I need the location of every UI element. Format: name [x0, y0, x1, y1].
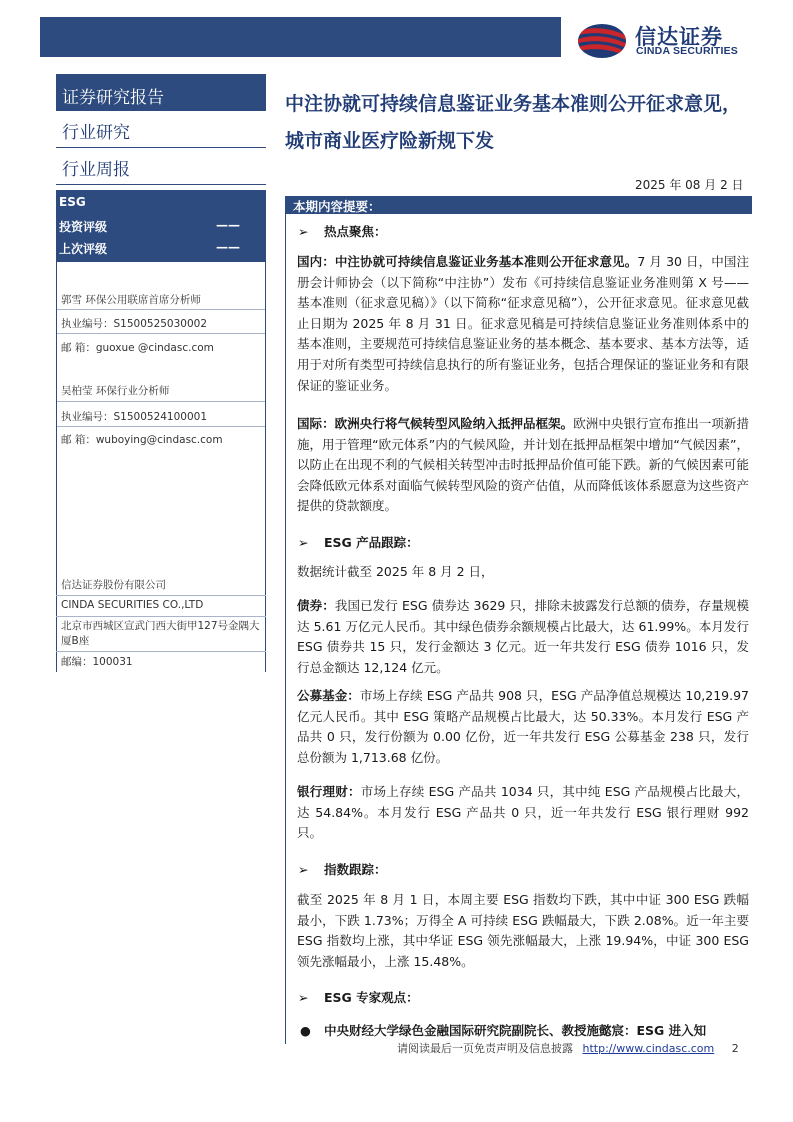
category-industry-weekly: 行业周报	[56, 148, 266, 185]
arrow-icon: ➢	[298, 862, 309, 877]
analyst-1-email: 邮 箱：guoxue @cindasc.com	[61, 342, 214, 354]
company-address: 北京市西城区宣武门西大街甲127号金隅大厦B座	[56, 616, 266, 652]
analyst-1-name: 郭雪 环保公用联席首席分析师	[61, 294, 201, 306]
section-expert-views: ➢ ESG 专家观点：	[298, 990, 419, 1005]
divider	[57, 309, 265, 310]
company-postcode: 邮编：100031	[61, 656, 133, 668]
website-link[interactable]: http://www.cindasc.com	[582, 1042, 715, 1055]
previous-rating-label: 上次评级	[59, 242, 108, 256]
category-industry-research: 行业研究	[56, 111, 266, 148]
paragraph-bonds: 债券：我国已发行 ESG 债券达 3629 只，排除未披露发行总额的债券，存量规模达 5.61 万亿元人民币。其中绿色债券余额规模占比最大，达 61.99%。本月发行 ESG 债券共 15 只，发行金额达 3 亿元。近一年共发行 ESG 债券 1016 只，发行总金额达 12,124 亿元。	[297, 598, 749, 675]
page-number: 2	[731, 1042, 739, 1055]
header-bar	[40, 17, 561, 57]
analyst-2-name: 吴柏莹 环保行业分析师	[61, 385, 170, 397]
report-title: 中注协就可持续信息鉴证业务基本准则公开征求意见，城市商业医疗险新规下发	[285, 93, 742, 152]
analyst-2-email: 邮 箱：wuboying@cindasc.com	[61, 434, 223, 446]
analyst-1-license: 执业编号：S1500525030002	[61, 318, 208, 330]
arrow-icon: ➢	[298, 990, 309, 1005]
logo-chinese-name: 信达证券	[635, 25, 723, 49]
paragraph-index: 截至 2025 年 8 月 1 日，本周主要 ESG 指数均下跌，其中中证 300 ESG 跌幅最小，下跌 1.73%；万得全 A 可持续 ESG 跌幅最大，下跌 2.08%。近一年主要 ESG 指数均上涨，其中华证 ESG 领先涨幅最大，上涨 19.94%，中证 300 ESG 领先涨幅最小，上涨 15.48%。	[297, 892, 749, 969]
section-index-tracking: ➢ 指数跟踪：	[298, 862, 387, 877]
company-name-cn: 信达证券股份有限公司	[61, 579, 166, 591]
cinda-globe-icon	[575, 20, 629, 60]
paragraph-stats-date: 数据统计截至 2025 年 8 月 2 日，	[297, 564, 494, 579]
category-securities-research: 证券研究报告	[56, 74, 266, 111]
report-date: 2025 年 08 月 2 日	[635, 178, 744, 192]
bullet-dot-icon: ●	[300, 1023, 311, 1038]
content-border	[285, 214, 286, 1044]
arrow-icon: ➢	[298, 224, 309, 239]
section-hot-topics: ➢ 热点聚焦：	[298, 224, 387, 239]
section-esg-products: ➢ ESG 产品跟踪：	[298, 535, 419, 550]
analyst-2-license: 执业编号：S1500524100001	[61, 411, 208, 423]
page-footer	[397, 1040, 739, 1056]
rating-box	[56, 190, 266, 262]
company-info	[56, 576, 266, 672]
company-name-en: CINDA SECURITIES CO.,LTD	[56, 595, 266, 615]
expert-bullet: ● 中央财经大学绿色金融国际研究院副院长、教授施懿宸：ESG 进入知	[300, 1023, 707, 1038]
divider	[57, 426, 265, 427]
rating-value: ——	[216, 218, 240, 232]
logo-english-name: CINDA SECURITIES	[636, 45, 738, 57]
paragraph-public-funds: 公募基金：市场上存续 ESG 产品共 908 只，ESG 产品净值总规模达 10,219.97 亿元人民币。其中 ESG 策略产品规模占比最大，达 50.33%。本月发行 ESG 产品共 0 只，发行份额为 0.00 亿份，近一年共发行 ESG 公募基金 238 只，发行总份额为 1,713.68 亿份。	[297, 688, 749, 765]
summary-label: 本期内容提要：	[293, 199, 381, 214]
paragraph-international: 国际：欧洲央行将气候转型风险纳入抵押品框架。欧洲中央银行宣布推出一项新措施，用于管理“欧元体系”内的气候风险，并计划在抵押品框架中增加“气候因素”，以防止在出现不利的气候相关转型冲击时抵押品价值可能下跌。新的气候因素可能会降低欧元体系对面临气候转型风险的资产估值，从而降低该体系愿意为这些资产提供的贷款额度。	[297, 416, 749, 514]
arrow-icon: ➢	[298, 535, 309, 550]
cinda-logo	[575, 20, 765, 60]
sector-name: ESG	[59, 195, 86, 209]
previous-rating-value: ——	[216, 240, 240, 254]
summary-header	[285, 196, 752, 214]
rating-label: 投资评级	[59, 220, 108, 234]
divider	[57, 401, 265, 402]
report-category-list	[56, 74, 266, 185]
divider	[57, 333, 265, 334]
paragraph-domestic: 国内：中注协就可持续信息鉴证业务基本准则公开征求意见。7 月 30 日，中国注册会计师协会（以下简称“中注协”）发布《可持续信息鉴证业务准则第 X 号——基本准则（征求意见稿）》（以下简称“征求意见稿”），公开征求意见。征求意见截止日期为 2025 年 8 月 31 日。征求意见稿是可持续信息鉴证业务准则体系中的基本准则，主要规范可持续信息鉴证业务的基本概念、基本要求、基本方法等，适用于对所有类型可持续信息执行的所有鉴证业务，包括合理保证的鉴证业务和有限保证的鉴证业务。	[297, 254, 749, 393]
paragraph-bank-wealth: 银行理财：市场上存续 ESG 产品共 1034 只，其中纯 ESG 产品规模占比最大，达 54.84%。本月发行 ESG 产品共 0 只，近一年共发行 ESG 银行理财 992 只。	[297, 784, 749, 841]
disclaimer-note: 请阅读最后一页免责声明及信息披露	[397, 1042, 573, 1055]
